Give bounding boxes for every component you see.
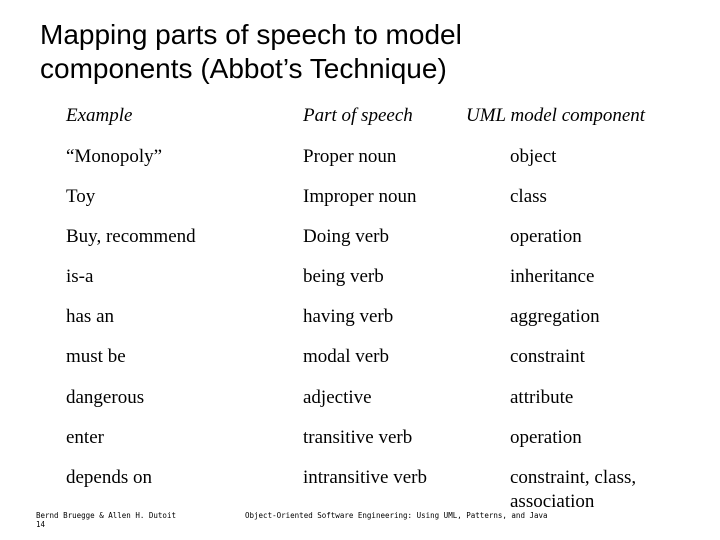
table-row bbox=[0, 265, 720, 295]
uml-component-cell: inheritance bbox=[510, 266, 595, 287]
uml-component-cell: constraint, class, association bbox=[510, 467, 637, 512]
example-cell: Toy bbox=[66, 186, 96, 207]
table-row bbox=[0, 185, 720, 215]
footer-authors: Bernd Bruegge & Allen H. Dutoit bbox=[36, 511, 176, 520]
uml-component-cell: operation bbox=[510, 427, 582, 448]
uml-component-cell: aggregation bbox=[510, 306, 600, 327]
uml-component-cell: operation bbox=[510, 226, 582, 247]
example-cell: dangerous bbox=[66, 387, 145, 408]
slide-title bbox=[40, 18, 700, 86]
footer-left bbox=[36, 511, 176, 529]
example-cell: is-a bbox=[66, 266, 94, 287]
example-cell: has an bbox=[66, 306, 115, 327]
part-of-speech-cell: Doing verb bbox=[303, 226, 390, 247]
table-row bbox=[0, 345, 720, 375]
part-of-speech-cell: Proper noun bbox=[303, 146, 397, 167]
table-row bbox=[0, 466, 720, 516]
part-of-speech-cell: intransitive verb bbox=[303, 467, 427, 488]
table-row bbox=[0, 426, 720, 456]
table-row bbox=[0, 305, 720, 335]
example-cell: enter bbox=[66, 427, 104, 448]
part-of-speech-cell: Improper noun bbox=[303, 186, 417, 207]
slide-title-line-2: components (Abbot’s Technique) bbox=[40, 53, 447, 84]
table-row bbox=[0, 386, 720, 416]
part-of-speech-cell: transitive verb bbox=[303, 427, 413, 448]
header-part-of-speech: Part of speech bbox=[303, 105, 413, 126]
table-row bbox=[0, 145, 720, 175]
part-of-speech-cell: modal verb bbox=[303, 346, 390, 367]
part-of-speech-cell: having verb bbox=[303, 306, 394, 327]
example-cell: depends on bbox=[66, 467, 153, 488]
uml-component-cell: attribute bbox=[510, 387, 574, 408]
example-cell: “Monopoly” bbox=[66, 146, 163, 167]
uml-component-cell: class bbox=[510, 186, 547, 207]
example-cell: Buy, recommend bbox=[66, 226, 196, 247]
part-of-speech-cell: being verb bbox=[303, 266, 384, 287]
slide-title-line-1: Mapping parts of speech to model bbox=[40, 19, 462, 50]
part-of-speech-cell: adjective bbox=[303, 387, 372, 408]
header-example: Example bbox=[66, 105, 133, 126]
header-uml-model-component: UML model component bbox=[466, 105, 646, 126]
footer-book-title: Object-Oriented Software Engineering: Using UML, Patterns, and Java bbox=[245, 511, 548, 520]
uml-component-cell: constraint bbox=[510, 346, 585, 367]
uml-component-cell: object bbox=[510, 146, 557, 167]
example-cell: must be bbox=[66, 346, 126, 367]
table-row bbox=[0, 225, 720, 255]
table-header bbox=[0, 104, 720, 134]
footer-page-number: 14 bbox=[36, 520, 46, 529]
